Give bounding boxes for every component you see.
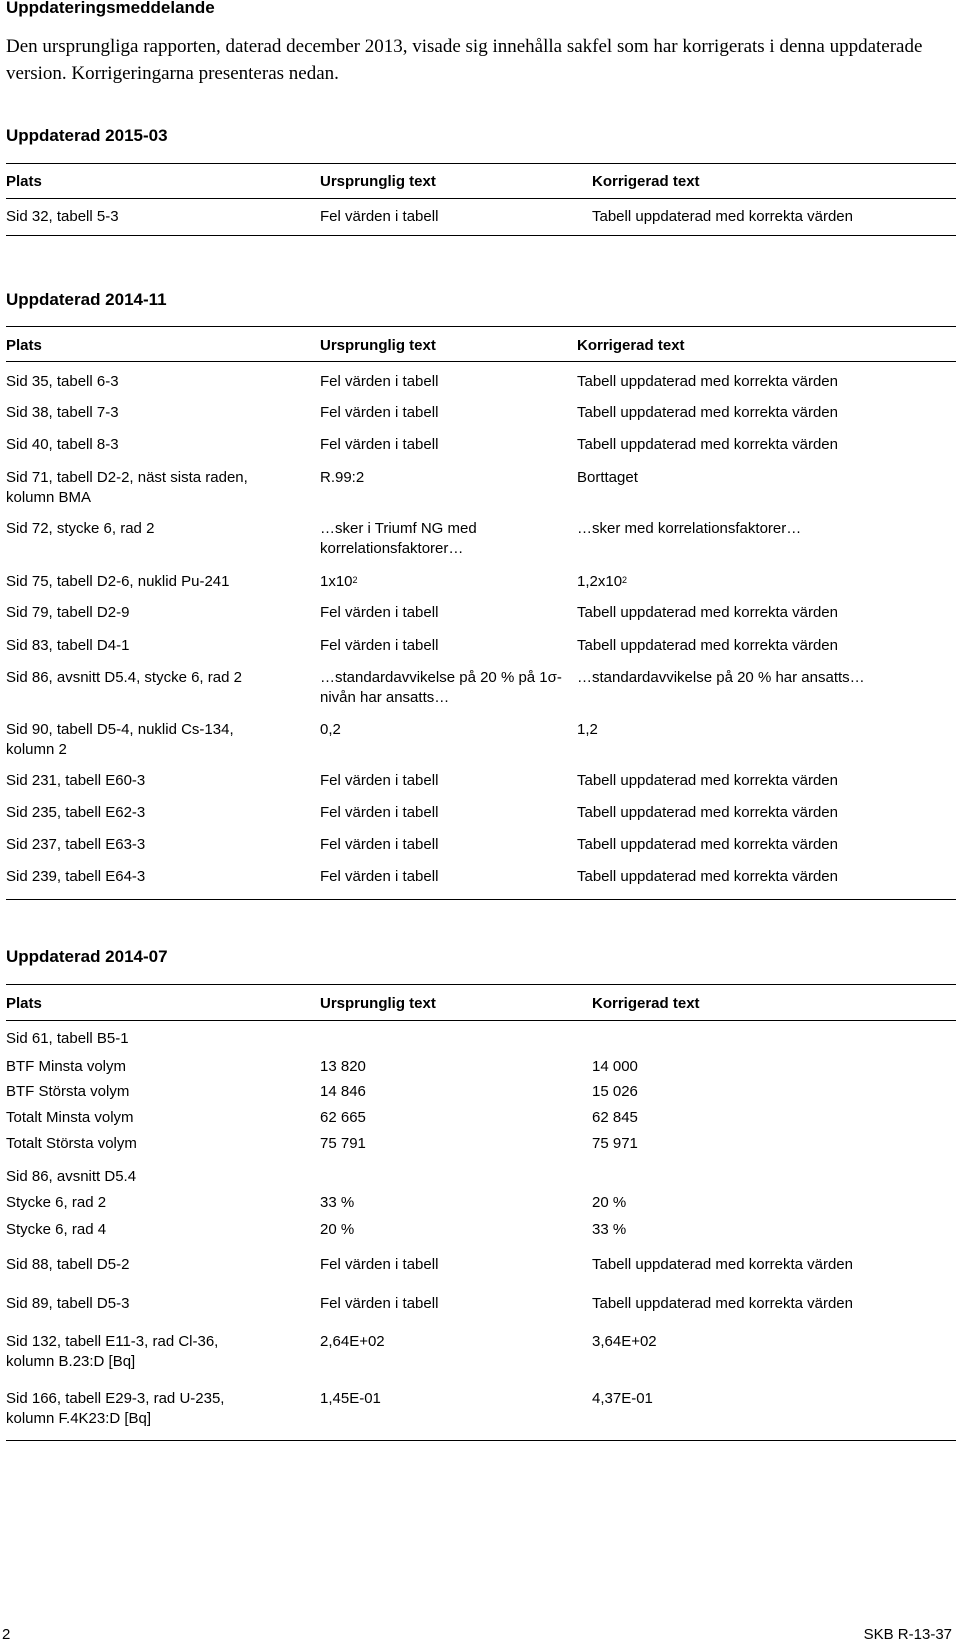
table-rule bbox=[6, 1440, 956, 1441]
cell-place: Sid 38, tabell 7-3 bbox=[6, 404, 119, 421]
cell-place: Sid 83, tabell D4-1 bbox=[6, 637, 130, 654]
cell-place: Sid 231, tabell E60-3 bbox=[6, 772, 146, 789]
cell-corrected: Tabell uppdaterad med korrekta värden bbox=[577, 772, 838, 789]
cell-original: Fel värden i tabell bbox=[320, 804, 439, 821]
table-rule bbox=[6, 361, 956, 362]
cell-corrected: 75 971 bbox=[592, 1135, 638, 1152]
cell-original: Fel värden i tabell bbox=[320, 836, 439, 853]
cell-corrected: 1,2 bbox=[577, 721, 598, 738]
cell-original: Fel värden i tabell bbox=[320, 404, 439, 421]
cell-place: Sid 61, tabell B5-1 bbox=[6, 1030, 129, 1047]
cell-place: Sid 79, tabell D2-9 bbox=[6, 604, 130, 621]
column-header-place: Plats bbox=[6, 995, 42, 1012]
cell-place: BTF Största volym bbox=[6, 1083, 130, 1100]
cell-original: 0,2 bbox=[320, 721, 341, 738]
column-header-corrected: Korrigerad text bbox=[592, 995, 700, 1012]
cell-corrected: 20 % bbox=[592, 1194, 627, 1211]
cell-corrected: Tabell uppdaterad med korrekta värden bbox=[577, 804, 838, 821]
cell-corrected: Tabell uppdaterad med korrekta värden bbox=[592, 208, 853, 225]
cell-place: Sid 32, tabell 5-3 bbox=[6, 208, 119, 225]
cell-place: Sid 86, avsnitt D5.4 bbox=[6, 1168, 137, 1185]
table-rule bbox=[6, 198, 956, 199]
cell-place: Sid 239, tabell E64-3 bbox=[6, 868, 146, 885]
column-header-original: Ursprunglig text bbox=[320, 337, 436, 354]
cell-original: 62 665 bbox=[320, 1109, 366, 1126]
cell-corrected: Borttaget bbox=[577, 469, 638, 486]
cell-original: 20 % bbox=[320, 1221, 355, 1238]
cell-place: Sid 89, tabell D5-3 bbox=[6, 1295, 130, 1312]
cell-corrected: Tabell uppdaterad med korrekta värden bbox=[577, 404, 838, 421]
column-header-original: Ursprunglig text bbox=[320, 995, 436, 1012]
cell-place: Sid 235, tabell E62-3 bbox=[6, 804, 146, 821]
cell-corrected: 14 000 bbox=[592, 1058, 638, 1075]
cell-corrected: Tabell uppdaterad med korrekta värden bbox=[577, 836, 838, 853]
section-title-2014-07: Uppdaterad 2014-07 bbox=[6, 947, 168, 966]
cell-original: $1x10^2$ bbox=[320, 573, 358, 590]
cell-place: Sid 71, tabell D2-2, näst sista raden, kolumn BMA bbox=[6, 469, 248, 506]
cell-place: Sid 35, tabell 6-3 bbox=[6, 373, 119, 390]
report-id: SKB R-13-37 bbox=[863, 1626, 952, 1643]
cell-place: Sid 88, tabell D5-2 bbox=[6, 1256, 130, 1273]
cell-original: 33 % bbox=[320, 1194, 355, 1211]
cell-original: Fel värden i tabell bbox=[320, 604, 439, 621]
cell-original: Fel värden i tabell bbox=[320, 436, 439, 453]
cell-place: Sid 166, tabell E29-3, rad U-235, kolumn F.4K23:D [Bq] bbox=[6, 1390, 225, 1427]
table-rule bbox=[6, 326, 956, 327]
cell-original: Fel värden i tabell bbox=[320, 868, 439, 885]
column-header-place: Plats bbox=[6, 173, 42, 190]
cell-corrected: Tabell uppdaterad med korrekta värden bbox=[577, 604, 838, 621]
cell-original: Fel värden i tabell bbox=[320, 1256, 439, 1273]
cell-place: Sid 90, tabell D5-4, nuklid Cs-134, kolumn 2 bbox=[6, 721, 234, 758]
cell-corrected: $1,2x10^2$ bbox=[577, 573, 628, 590]
page-heading: Uppdateringsmeddelande bbox=[6, 0, 215, 17]
cell-corrected: 3,64E+02 bbox=[592, 1333, 657, 1350]
cell-corrected: 33 % bbox=[592, 1221, 627, 1238]
cell-place: Totalt Största volym bbox=[6, 1135, 137, 1152]
cell-original: Fel värden i tabell bbox=[320, 373, 439, 390]
cell-original: Fel värden i tabell bbox=[320, 637, 439, 654]
section-title-2014-11: Uppdaterad 2014-11 bbox=[6, 290, 167, 309]
intro-paragraph: Den ursprungliga rapporten, daterad december 2013, visade sig innehålla sakfel som har korrigerats i denna uppdaterade version. Korrigeringarna presenteras nedan. bbox=[6, 36, 923, 84]
cell-corrected: 62 845 bbox=[592, 1109, 638, 1126]
cell-place: Sid 86, avsnitt D5.4, stycke 6, rad 2 bbox=[6, 669, 242, 686]
cell-original: 13 820 bbox=[320, 1058, 366, 1075]
column-header-place: Plats bbox=[6, 337, 42, 354]
cell-corrected: 15 026 bbox=[592, 1083, 638, 1100]
cell-corrected: 4,37E-01 bbox=[592, 1390, 653, 1407]
cell-corrected: …standardavvikelse på 20 % har ansatts… bbox=[577, 669, 865, 686]
cell-place: Stycke 6, rad 4 bbox=[6, 1221, 107, 1238]
cell-place: Stycke 6, rad 2 bbox=[6, 1194, 107, 1211]
table-rule bbox=[6, 1020, 956, 1021]
column-header-corrected: Korrigerad text bbox=[592, 173, 700, 190]
table-rule bbox=[6, 235, 956, 236]
table-rule bbox=[6, 163, 956, 164]
cell-corrected: Tabell uppdaterad med korrekta värden bbox=[577, 637, 838, 654]
column-header-original: Ursprunglig text bbox=[320, 173, 436, 190]
column-header-corrected: Korrigerad text bbox=[577, 337, 685, 354]
cell-place: Sid 237, tabell E63-3 bbox=[6, 836, 146, 853]
cell-original: Fel värden i tabell bbox=[320, 772, 439, 789]
cell-original: …standardavvikelse på 20 % på 1σ-nivån har ansatts… bbox=[320, 669, 562, 706]
cell-corrected: Tabell uppdaterad med korrekta värden bbox=[577, 436, 838, 453]
cell-original: 2,64E+02 bbox=[320, 1333, 385, 1350]
cell-place: Sid 40, tabell 8-3 bbox=[6, 436, 119, 453]
page-number: 2 bbox=[2, 1626, 11, 1643]
cell-original: 1,45E-01 bbox=[320, 1390, 381, 1407]
table-rule bbox=[6, 984, 956, 985]
cell-original: Fel värden i tabell bbox=[320, 208, 439, 225]
table-rule bbox=[6, 899, 956, 900]
cell-place: Totalt Minsta volym bbox=[6, 1109, 134, 1126]
cell-original: 14 846 bbox=[320, 1083, 366, 1100]
cell-original: …sker i Triumf NG med korrelationsfaktorer… bbox=[320, 520, 477, 557]
cell-corrected: Tabell uppdaterad med korrekta värden bbox=[592, 1256, 853, 1273]
section-title-2015-03: Uppdaterad 2015-03 bbox=[6, 126, 168, 145]
cell-place: Sid 132, tabell E11-3, rad Cl-36, kolumn B.23:D [Bq] bbox=[6, 1333, 219, 1370]
cell-original: R.99:2 bbox=[320, 469, 365, 486]
cell-place: BTF Minsta volym bbox=[6, 1058, 127, 1075]
cell-corrected: Tabell uppdaterad med korrekta värden bbox=[592, 1295, 853, 1312]
cell-place: Sid 72, stycke 6, rad 2 bbox=[6, 520, 155, 537]
cell-corrected: Tabell uppdaterad med korrekta värden bbox=[577, 868, 838, 885]
cell-original: 75 791 bbox=[320, 1135, 366, 1152]
cell-original: Fel värden i tabell bbox=[320, 1295, 439, 1312]
cell-corrected: Tabell uppdaterad med korrekta värden bbox=[577, 373, 838, 390]
cell-place: Sid 75, tabell D2-6, nuklid Pu-241 bbox=[6, 573, 230, 590]
cell-corrected: …sker med korrelationsfaktorer… bbox=[577, 520, 802, 537]
